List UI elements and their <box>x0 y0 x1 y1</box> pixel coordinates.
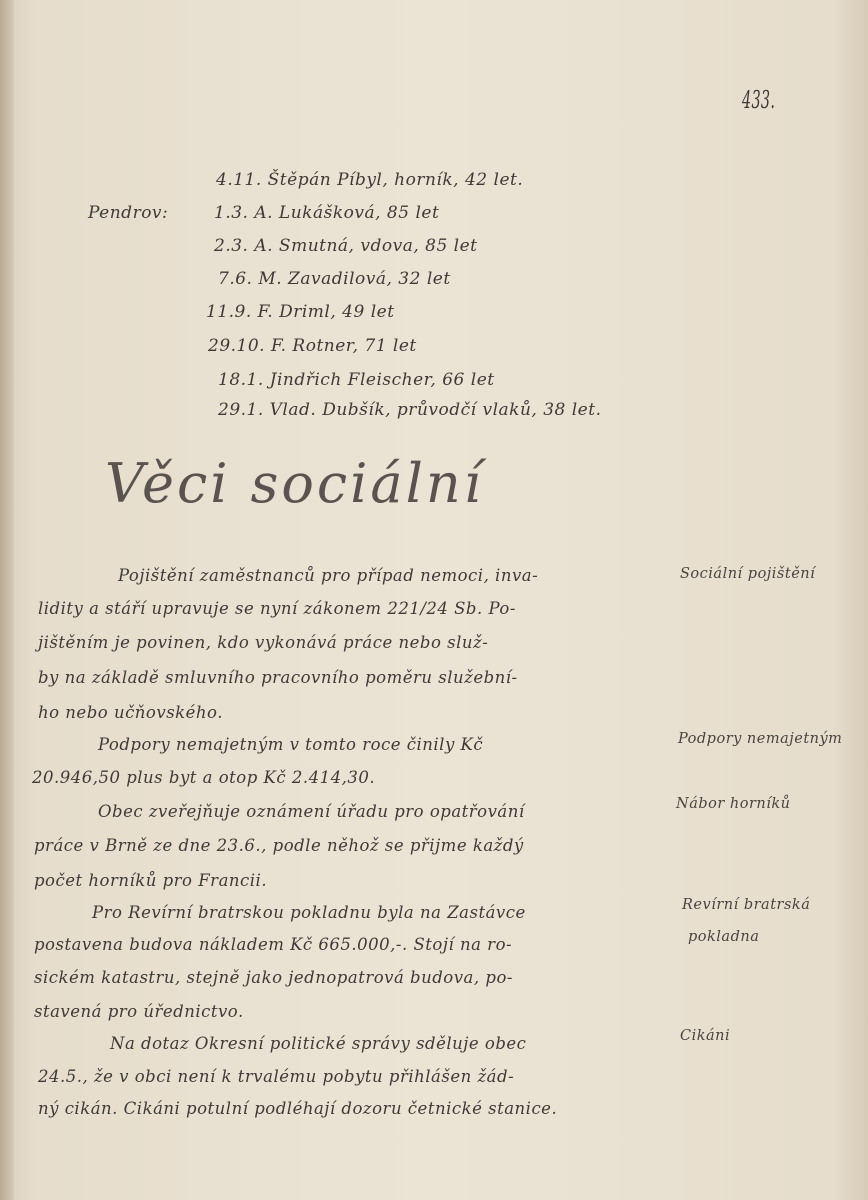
paragraph-line: sickém katastru, stejně jako jednopatrová budova, po- <box>34 968 513 987</box>
page-number: 433. <box>742 86 776 114</box>
margin-note: Revírní bratrská <box>682 897 811 913</box>
list-item: 18.1. Jindřich Fleischer, 66 let <box>218 370 495 390</box>
paragraph-line: počet horníků pro Francii. <box>34 871 268 890</box>
paragraph-line: Pro Revírní bratrskou pokladnu byla na Zastávce <box>92 903 526 922</box>
margin-note: pokladna <box>688 929 760 945</box>
list-item: 7.6. M. Zavadilová, 32 let <box>218 269 451 289</box>
list-item: 1.3. A. Lukášková, 85 let <box>214 203 440 223</box>
margin-note: Nábor horníků <box>676 796 791 812</box>
list-item-lead: 4.11. Štěpán Píbyl, horník, 42 let. <box>216 170 524 190</box>
paragraph-line: ný cikán. Cikáni potulní podléhají dozoru četnické stanice. <box>38 1099 558 1118</box>
margin-note: Podpory nemajetným <box>678 731 843 747</box>
paragraph-line: 24.5., že v obci není k trvalému pobytu přihlášen žád- <box>38 1067 515 1086</box>
paragraph-line: Podpory nemajetným v tomto roce činily Kč <box>98 735 484 754</box>
paragraph-line: stavená pro úřednictvo. <box>34 1002 244 1021</box>
paragraph-line: Pojištění zaměstnanců pro případ nemoci, inva- <box>118 566 539 585</box>
list-item: 29.10. F. Rotner, 71 let <box>208 336 417 356</box>
paragraph-line: lidity a stáří upravuje se nyní zákonem 221/24 Sb. Po- <box>38 599 516 618</box>
paragraph-line: by na základě smluvního pracovního poměru služební- <box>38 668 518 687</box>
place-label: Pendrov: <box>88 203 169 223</box>
paragraph-line: 20.946,50 plus byt a otop Kč 2.414,30. <box>32 768 376 787</box>
paragraph-line: ho nebo učňovského. <box>38 703 223 722</box>
paragraph-line: Na dotaz Okresní politické správy sděluje obec <box>110 1034 527 1053</box>
margin-note: Sociální pojištění <box>680 566 816 582</box>
paragraph-line: postavena budova nákladem Kč 665.000,-. Stojí na ro- <box>34 935 513 954</box>
page-binding-edge <box>0 0 14 1200</box>
list-item: 11.9. F. Driml, 49 let <box>206 302 395 322</box>
margin-note: Cikáni <box>680 1028 731 1044</box>
paragraph-line: práce v Brně ze dne 23.6., podle něhož se přijme každý <box>34 836 524 855</box>
paragraph-line: Obec zveřejňuje oznámení úřadu pro opatřování <box>98 802 525 821</box>
paragraph-line: jištěním je povinen, kdo vykonává práce nebo služ- <box>38 633 489 652</box>
list-item: 2.3. A. Smutná, vdova, 85 let <box>214 236 478 256</box>
list-item: 29.1. Vlad. Dubšík, průvodčí vlaků, 38 let. <box>218 400 602 420</box>
section-heading: Věci sociální <box>105 452 484 515</box>
